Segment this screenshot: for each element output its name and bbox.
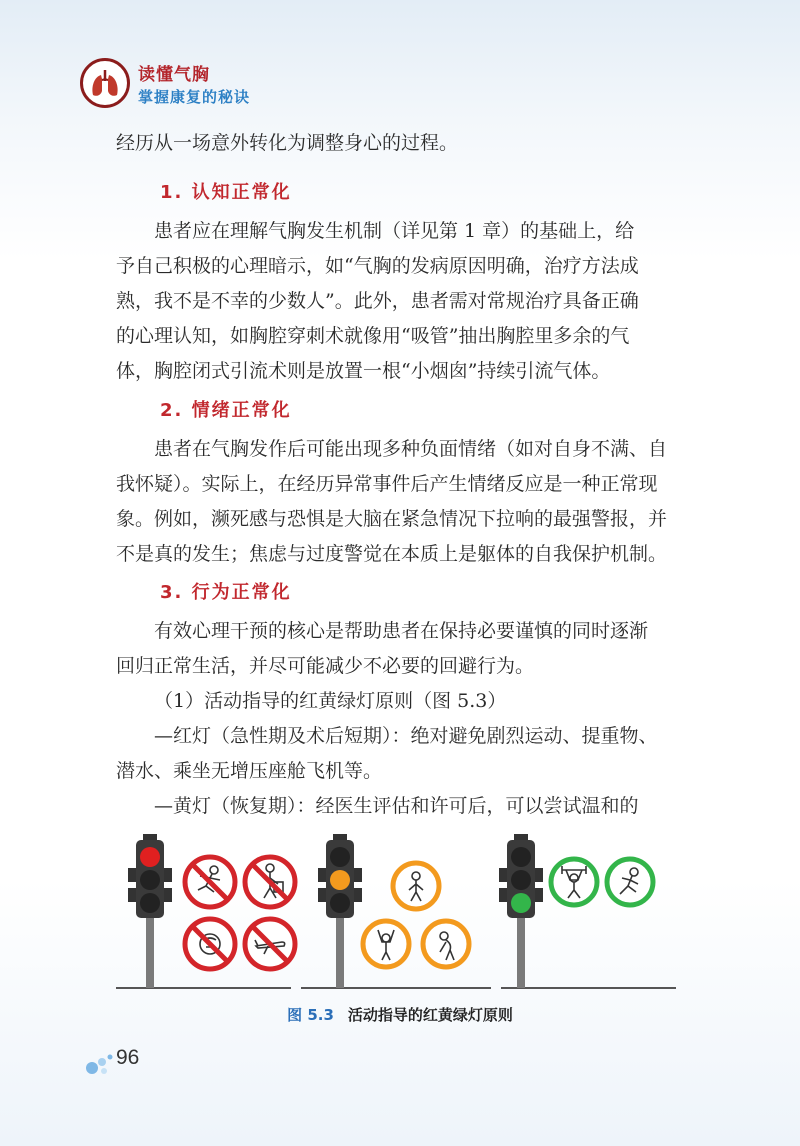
figure-title: 活动指导的红黄绿灯原则 (347, 1006, 513, 1024)
red-traffic-light-icon (128, 834, 172, 988)
text-line: （1）活动指导的红黄绿灯原则（图 5.3） (154, 690, 507, 712)
intro-line: 经历从一场意外转化为调整身心的过程。 (116, 132, 459, 154)
bending-figure-icon (423, 921, 469, 967)
section-heading-2: 2. 情绪正常化 (160, 400, 292, 421)
yellow-traffic-light-icon (318, 834, 362, 988)
stretching-figure-icon (363, 921, 409, 967)
red-lamp (140, 847, 160, 867)
book-title: 读懂气胸 (138, 65, 210, 85)
figure-caption (0, 1004, 800, 1025)
text-line: 患者应在理解气胸发生机制（详见第 1 章）的基础上，给 (154, 220, 635, 242)
text-line: 有效心理干预的核心是帮助患者在保持必要谨慎的同时逐渐 (154, 620, 649, 642)
section-heading-1: 1. 认知正常化 (160, 182, 292, 203)
page-number: 96 (116, 1046, 140, 1069)
text-line: 潜水、乘坐无增压座舱飞机等。 (116, 760, 383, 782)
weightlifting-figure-icon (551, 859, 597, 905)
green-lamp (511, 893, 531, 913)
no-running-icon (185, 857, 235, 907)
figure-number: 图 5.3 (287, 1006, 334, 1024)
walking-figure-icon (393, 863, 439, 909)
text-line: 予自己积极的心理暗示，如“气胸的发病原因明确，治疗方法成 (116, 255, 639, 277)
lungs-logo-icon (80, 58, 130, 108)
text-line: 我怀疑）。实际上，在经历异常事件后产生情绪反应是一种正常现 (116, 473, 658, 495)
no-lifting-icon (245, 857, 295, 907)
running-figure-icon (607, 859, 653, 905)
traffic-light-figure (116, 826, 676, 996)
bubbles-decoration-icon (84, 1052, 114, 1076)
text-line: 体，胸腔闭式引流术则是放置一根“小烟囱”持续引流气体。 (116, 360, 611, 382)
text-line: —红灯（急性期及术后短期）：绝对避免剧烈运动、提重物、 (154, 725, 658, 747)
page-header (80, 56, 300, 112)
no-diving-icon (185, 919, 235, 969)
text-line: 熟，我不是不幸的少数人”。此外，患者需对常规治疗具备正确 (116, 290, 639, 312)
text-line: 的心理认知，如胸腔穿刺术就像用“吸管”抽出胸腔里多余的气 (116, 325, 630, 347)
text-line: 回归正常生活，并尽可能减少不必要的回避行为。 (116, 655, 535, 677)
book-subtitle: 掌握康复的秘诀 (138, 88, 251, 106)
yellow-lamp (330, 870, 350, 890)
no-flying-icon (245, 919, 295, 969)
text-line: 象。例如，濒死感与恐惧是大脑在紧急情况下拉响的最强警报，并 (116, 508, 668, 530)
text-line: 不是真的发生；焦虑与过度警觉在本质上是躯体的自我保护机制。 (116, 543, 668, 565)
text-line: —黄灯（恢复期）：经医生评估和许可后，可以尝试温和的 (154, 795, 639, 817)
section-heading-3: 3. 行为正常化 (160, 582, 292, 603)
green-traffic-light-icon (499, 834, 543, 988)
text-line: 患者在气胸发作后可能出现多种负面情绪（如对自身不满、自 (154, 438, 668, 460)
